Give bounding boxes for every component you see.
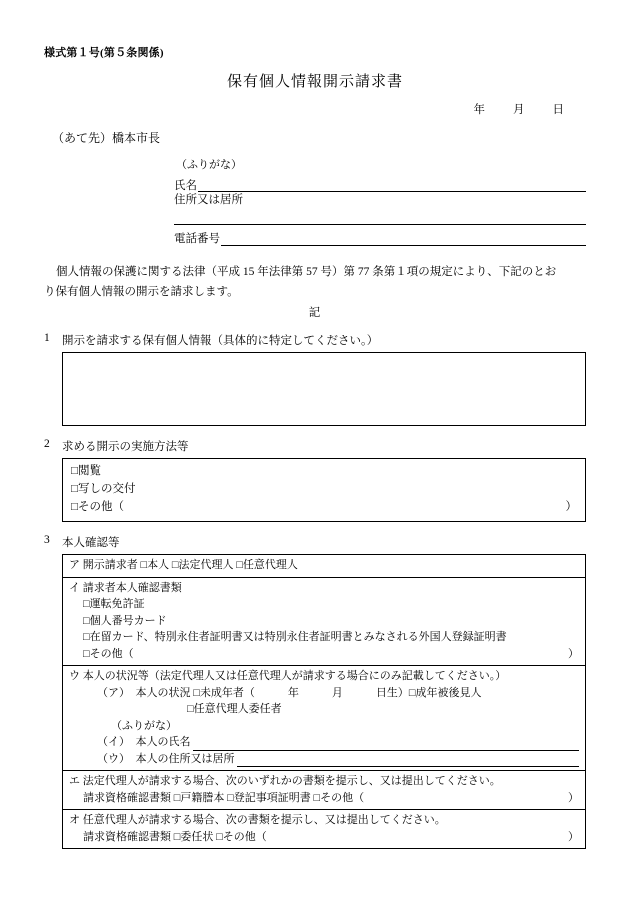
ki-marker: 記 bbox=[308, 306, 322, 319]
row-u-u-line bbox=[69, 751, 579, 768]
section-2-number: 2 bbox=[44, 437, 50, 450]
furigana-label: （ふりがな） bbox=[176, 159, 242, 171]
row-u-i-line bbox=[69, 734, 579, 751]
name-input-rule[interactable] bbox=[198, 177, 586, 192]
section-1-number: 1 bbox=[44, 331, 50, 344]
date-month-label: 月 bbox=[513, 104, 525, 116]
table-row-e bbox=[63, 771, 586, 810]
row-u-a-value[interactable]: □未成年者（ 年 月 日生）□成年被後見人 bbox=[193, 686, 482, 699]
method-option-view[interactable]: □閲覧 bbox=[71, 464, 101, 477]
method-option-other[interactable]: □その他（ bbox=[71, 500, 124, 513]
row-e-close: ） bbox=[568, 791, 579, 804]
legal-statement bbox=[44, 262, 586, 302]
row-i-item-mynumber[interactable]: □個人番号カード bbox=[83, 614, 167, 627]
row-i-cell bbox=[63, 577, 586, 666]
row-o-head: オ 任意代理人が請求する場合、次の書類を提示し、又は提出してください。 bbox=[69, 814, 446, 827]
row-u-i-input[interactable] bbox=[193, 737, 580, 751]
table-row-a bbox=[63, 555, 586, 578]
address-field-row bbox=[174, 194, 586, 225]
row-u-i-label: （イ） 本人の氏名 bbox=[97, 736, 191, 749]
section-3-number: 3 bbox=[44, 534, 50, 547]
name-label: 氏名 bbox=[174, 179, 197, 192]
row-o-cell bbox=[63, 810, 586, 849]
phone-field-row bbox=[174, 227, 586, 246]
method-option-other-close: ） bbox=[565, 500, 577, 513]
row-i-item-other[interactable]: □その他（ bbox=[83, 647, 134, 660]
row-u-a-label: （ア） 本人の状況 bbox=[97, 686, 191, 699]
row-i-item-other-close: ） bbox=[568, 647, 579, 660]
row-e-items[interactable]: 請求資格確認書類 □戸籍謄本 □登記事項証明書 □その他（ bbox=[83, 791, 365, 804]
row-u-furigana: （ふりがな） bbox=[111, 719, 177, 732]
section-3-title: 本人確認等 bbox=[62, 537, 120, 550]
row-u-cell bbox=[63, 666, 586, 771]
date-year-label: 年 bbox=[473, 104, 485, 116]
row-o-close: ） bbox=[568, 830, 579, 843]
page-title: 保有個人情報開示請求書 bbox=[226, 74, 403, 90]
form-number: 様式第１号(第５条関係) bbox=[44, 47, 164, 59]
method-option-copy[interactable]: □写しの交付 bbox=[71, 482, 136, 495]
identity-table bbox=[62, 554, 586, 849]
disclosure-method-box bbox=[62, 458, 586, 522]
row-i-item-residence[interactable]: □在留カード、特別永住者証明書又は特別永住者証明書とみなされる外国人登録証明書 bbox=[83, 631, 507, 644]
row-u-u-label: （ウ） 本人の住所又は居所 bbox=[97, 752, 235, 765]
name-field-row bbox=[174, 173, 586, 192]
row-e-head: エ 法定代理人が請求する場合、次のいずれかの書類を提示し、又は提出してください。 bbox=[69, 775, 501, 788]
row-u-head: ウ 本人の状況等（法定代理人又は任意代理人が請求する場合にのみ記載してください。） bbox=[69, 670, 507, 683]
row-o-items-row bbox=[69, 829, 579, 846]
section-1-title: 開示を請求する保有個人情報（具体的に特定してください。） bbox=[62, 334, 379, 347]
address-input-rule[interactable] bbox=[174, 207, 586, 225]
address-label: 住所又は居所 bbox=[174, 194, 243, 206]
statement-line-1: 個人情報の保護に関する法律（平成 15 年法律第 57 号）第 77 条第１項の規定により、下記のとお bbox=[56, 265, 557, 278]
section-2-title: 求める開示の実施方法等 bbox=[62, 440, 189, 453]
row-e-cell bbox=[63, 771, 586, 810]
row-u-u-input[interactable] bbox=[237, 753, 580, 767]
row-u-a-value2[interactable]: □任意代理人委任者 bbox=[187, 703, 282, 716]
applicant-block bbox=[44, 156, 586, 246]
phone-label: 電話番号 bbox=[174, 233, 220, 246]
row-o-items[interactable]: 請求資格確認書類 □委任状 □その他（ bbox=[83, 830, 267, 843]
addressee-label: （あて先）橋本市長 bbox=[52, 131, 161, 145]
section-1 bbox=[44, 332, 586, 426]
section-1-textarea[interactable] bbox=[62, 352, 586, 426]
phone-input-rule[interactable] bbox=[221, 231, 586, 246]
row-u-a-line bbox=[69, 685, 579, 702]
table-row-o bbox=[63, 810, 586, 849]
table-row-i bbox=[63, 577, 586, 666]
row-i-item-license[interactable]: □運転免許証 bbox=[83, 598, 145, 611]
method-option-other-row bbox=[71, 499, 577, 517]
row-e-items-row bbox=[69, 790, 579, 807]
statement-line-2: り保有個人情報の開示を請求します。 bbox=[44, 285, 239, 298]
date-day-label: 日 bbox=[552, 104, 564, 116]
section-2 bbox=[44, 438, 586, 522]
row-i-item-other-row bbox=[69, 646, 579, 663]
row-i-head: イ 請求者本人確認書類 bbox=[69, 581, 182, 594]
row-a-cell[interactable]: ア 開示請求者 □本人 □法定代理人 □任意代理人 bbox=[63, 555, 586, 578]
date-line bbox=[44, 101, 586, 117]
table-row-u bbox=[63, 666, 586, 771]
section-3 bbox=[44, 534, 586, 849]
